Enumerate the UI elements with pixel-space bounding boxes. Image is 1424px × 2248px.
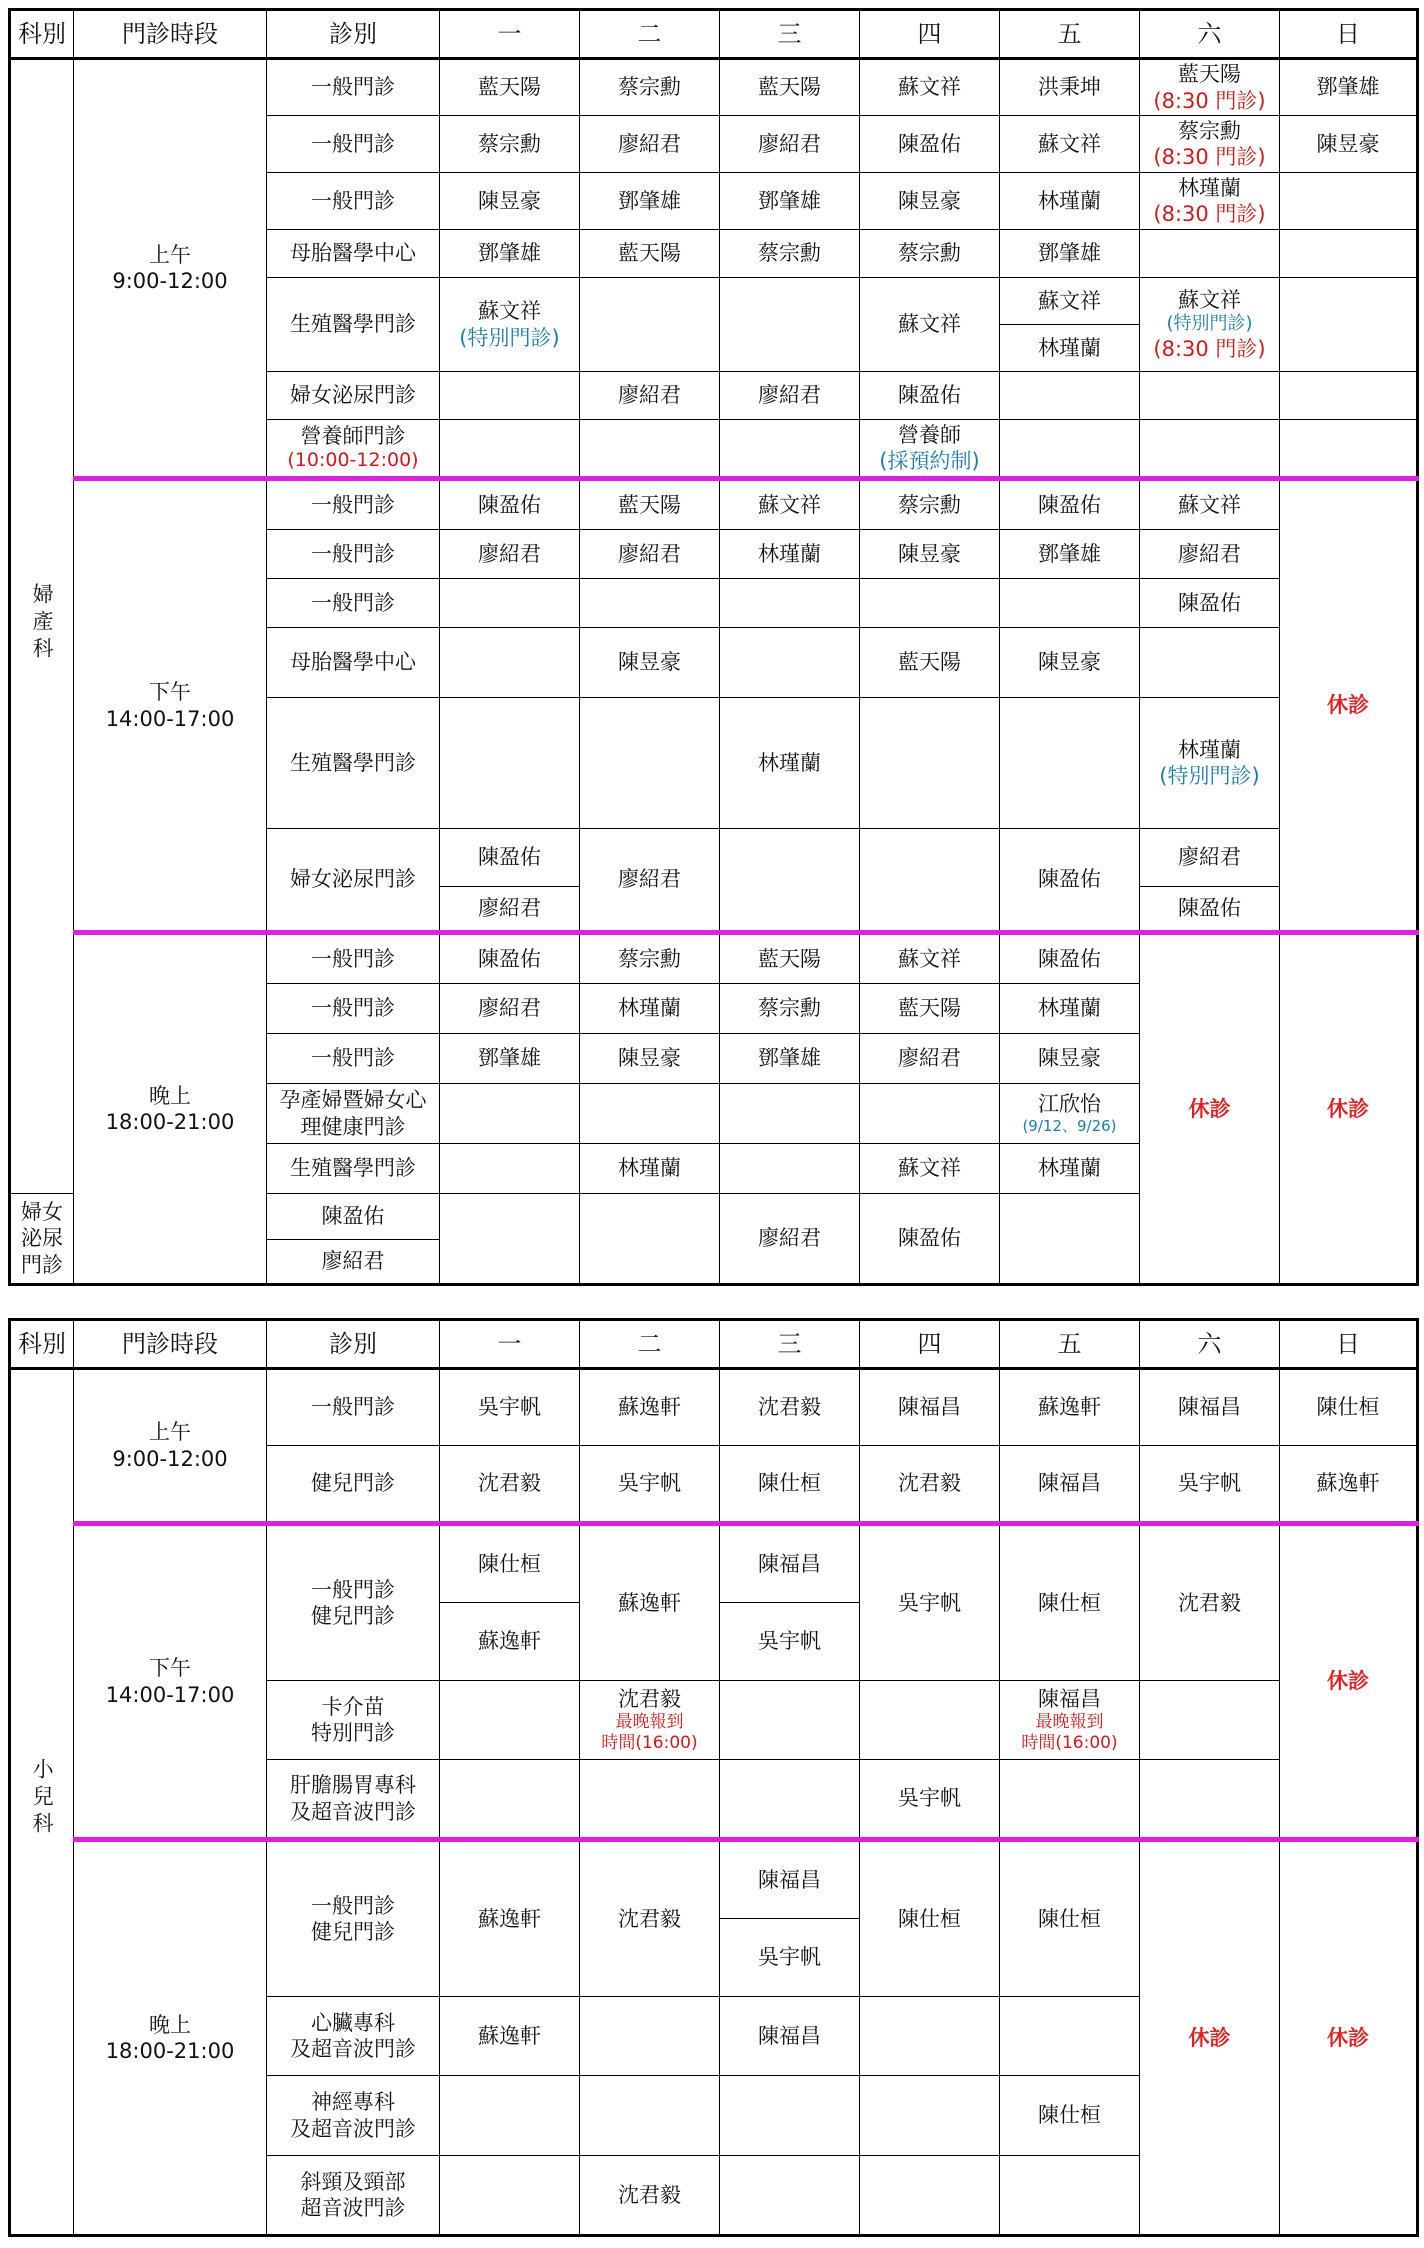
cell-fri: 陳盈佑 (860, 1194, 1000, 1285)
cell-fri: 林瑾蘭 (1000, 325, 1140, 372)
cell-sat (1140, 628, 1280, 698)
cell-tue: 蘇逸軒 (580, 1369, 720, 1446)
cell-mon: 鄧肇雄 (440, 230, 580, 278)
cell-sun-rest: 休診 (1280, 1524, 1418, 1840)
cell-sun-rest: 休診 (1280, 1840, 1418, 2236)
cell-mon: 蘇逸軒 (440, 1840, 580, 1997)
table-row (10, 933, 1418, 984)
ped-schedule-table (8, 1318, 1419, 2237)
cell-wed (720, 2156, 860, 2236)
cell-tue: 林瑾蘭 (580, 1144, 720, 1194)
cell-mon: 廖紹君 (267, 1240, 440, 1285)
cell-wed (720, 2076, 860, 2156)
cell-mon (440, 2076, 580, 2156)
cell-wed: 蔡宗勳 (720, 230, 860, 278)
cell-thu: 營養師 (採預約制) (860, 420, 1000, 479)
cell-fri: 陳仕桓 (1000, 1524, 1140, 1681)
header-dept: 科別 (10, 1320, 74, 1369)
cell-fri: 蘇文祥 (1000, 278, 1140, 325)
cell-mon (440, 698, 580, 829)
cell-thu: 蔡宗勳 (860, 479, 1000, 530)
dept-label: 婦產科 (30, 582, 55, 664)
clinic-type: 一般門診 (267, 1034, 440, 1084)
cell-mon: 陳盈佑 (440, 933, 580, 984)
table-row (10, 1840, 1418, 1919)
cell-tue (580, 1760, 720, 1840)
header-sun: 日 (1280, 1320, 1418, 1369)
clinic-type: 母胎醫學中心 (267, 230, 440, 278)
cell-sun-rest: 休診 (1280, 479, 1418, 933)
header-thu: 四 (860, 10, 1000, 59)
cell-wed: 陳福昌 (720, 1997, 860, 2076)
cell-tue: 藍天陽 (580, 230, 720, 278)
cell-sun (1280, 372, 1418, 420)
cell-tue (580, 2076, 720, 2156)
cell-tue: 蘇逸軒 (580, 1524, 720, 1681)
clinic-type: 一般門診 (267, 59, 440, 116)
cell-sat: 蘇文祥 (1140, 479, 1280, 530)
cell-wed (720, 1760, 860, 1840)
clinic-type: 卡介苗 特別門診 (267, 1681, 440, 1760)
clinic-type: 孕產婦暨婦女心 理健康門診 (267, 1084, 440, 1144)
clinic-type: 神經專科 及超音波門診 (267, 2076, 440, 2156)
cell-mon (440, 1681, 580, 1760)
clinic-type: 斜頸及頸部 超音波門診 (267, 2156, 440, 2236)
cell-mon: 蔡宗勳 (440, 116, 580, 173)
cell-fri: 陳昱豪 (1000, 1034, 1140, 1084)
cell-mon (440, 1760, 580, 1840)
cell-wed: 蔡宗勳 (720, 984, 860, 1034)
cell-wed (720, 420, 860, 479)
cell-wed: 廖紹君 (720, 372, 860, 420)
cell-thu (860, 829, 1000, 933)
table-row (10, 479, 1418, 530)
cell-sun-rest: 休診 (1280, 933, 1418, 1285)
cell-mon: 蘇逸軒 (440, 1603, 580, 1681)
header-tue: 二 (580, 1320, 720, 1369)
clinic-type: 母胎醫學中心 (267, 628, 440, 698)
clinic-type: 一般門診 健兒門診 (267, 1524, 440, 1681)
header-sat: 六 (1140, 1320, 1280, 1369)
clinic-type: 生殖醫學門診 (267, 278, 440, 372)
period-afternoon: 下午 14:00-17:00 (74, 479, 267, 933)
cell-fri: 陳盈佑 (1000, 479, 1140, 530)
clinic-type: 一般門診 (267, 530, 440, 579)
cell-mon: 沈君毅 (440, 1446, 580, 1524)
cell-thu: 蘇文祥 (860, 933, 1000, 984)
cell-tue (440, 1194, 580, 1285)
cell-sat: 陳福昌 (1140, 1369, 1280, 1446)
cell-mon: 鄧肇雄 (440, 1034, 580, 1084)
cell-thu: 藍天陽 (860, 628, 1000, 698)
cell-fri: 蘇文祥 (1000, 116, 1140, 173)
header-dept: 科別 (10, 10, 74, 59)
cell-wed (580, 1194, 720, 1285)
cell-fri: 陳盈佑 (1000, 829, 1140, 933)
cell-mon: 陳盈佑 (440, 829, 580, 887)
cell-mon: 吳宇帆 (440, 1369, 580, 1446)
period-morning: 上午 9:00-12:00 (74, 59, 267, 479)
cell-thu (860, 2156, 1000, 2236)
cell-mon (440, 1084, 580, 1144)
cell-sun (1280, 230, 1418, 278)
cell-wed (720, 1144, 860, 1194)
clinic-type: 婦女泌尿門診 (267, 829, 440, 933)
clinic-type: 一般門診 (267, 173, 440, 230)
cell-thu (860, 698, 1000, 829)
cell-thu (860, 1997, 1000, 2076)
cell-thu: 蘇文祥 (860, 1144, 1000, 1194)
cell-tue: 陳昱豪 (580, 628, 720, 698)
cell-fri (1000, 2156, 1140, 2236)
cell-tue: 廖紹君 (580, 530, 720, 579)
cell-tue: 沈君毅 最晚報到 時間(16:00) (580, 1681, 720, 1760)
cell-sat: 沈君毅 (1140, 1524, 1280, 1681)
cell-thu: 陳盈佑 (860, 372, 1000, 420)
cell-tue (580, 1084, 720, 1144)
cell-fri: 蘇逸軒 (1000, 1369, 1140, 1446)
cell-fri: 林瑾蘭 (1000, 173, 1140, 230)
cell-thu: 陳盈佑 (860, 116, 1000, 173)
cell-thu: 陳仕桓 (860, 1840, 1000, 1997)
cell-thu: 廖紹君 (860, 1034, 1000, 1084)
clinic-type: 生殖醫學門診 (267, 1144, 440, 1194)
cell-wed (720, 1681, 860, 1760)
cell-wed: 陳福昌 (720, 1524, 860, 1603)
cell-fri (1000, 579, 1140, 628)
cell-sat (1140, 1681, 1280, 1760)
cell-wed: 鄧肇雄 (720, 173, 860, 230)
cell-wed: 沈君毅 (720, 1369, 860, 1446)
cell-tue (580, 698, 720, 829)
cell-tue: 廖紹君 (580, 116, 720, 173)
cell-wed: 吳宇帆 (720, 1919, 860, 1997)
cell-sun: 鄧肇雄 (1280, 59, 1418, 116)
header-period: 門診時段 (74, 10, 267, 59)
cell-sat: 藍天陽 (8:30 門診) (1140, 59, 1280, 116)
cell-mon (440, 372, 580, 420)
cell-mon: 蘇逸軒 (440, 1997, 580, 2076)
cell-sun: 陳仕桓 (1280, 1369, 1418, 1446)
cell-fri (1000, 420, 1140, 479)
ob-schedule-table (8, 8, 1419, 1286)
cell-fri: 林瑾蘭 (1000, 1144, 1140, 1194)
period-evening: 晚上 18:00-21:00 (74, 933, 267, 1285)
clinic-type: 一般門診 (267, 479, 440, 530)
cell-fri: 鄧肇雄 (1000, 230, 1140, 278)
cell-tue: 蔡宗勳 (580, 933, 720, 984)
cell-wed: 陳仕桓 (720, 1446, 860, 1524)
cell-sun (1280, 278, 1418, 372)
cell-thu: 陳昱豪 (860, 530, 1000, 579)
header-fri: 五 (1000, 1320, 1140, 1369)
period-evening: 晚上 18:00-21:00 (74, 1840, 267, 2236)
cell-sat (1140, 230, 1280, 278)
cell-fri: 林瑾蘭 (1000, 984, 1140, 1034)
cell-wed: 鄧肇雄 (720, 1034, 860, 1084)
cell-thu (860, 1681, 1000, 1760)
period-morning: 上午 9:00-12:00 (74, 1369, 267, 1524)
cell-mon: 陳盈佑 (267, 1194, 440, 1240)
cell-sat: 陳盈佑 (1140, 887, 1280, 933)
cell-wed: 藍天陽 (720, 933, 860, 984)
cell-sat: 吳宇帆 (1140, 1446, 1280, 1524)
clinic-type: 健兒門診 (267, 1446, 440, 1524)
header-clinic-type: 診別 (267, 10, 440, 59)
header-sun: 日 (1280, 10, 1418, 59)
cell-fri: 鄧肇雄 (1000, 530, 1140, 579)
header-mon: 一 (440, 1320, 580, 1369)
cell-mon (440, 1144, 580, 1194)
cell-thu: 蘇文祥 (860, 59, 1000, 116)
clinic-type: 營養師門診 (10:00-12:00) (267, 420, 440, 479)
cell-sun (1280, 420, 1418, 479)
clinic-type: 婦女泌尿門診 (267, 372, 440, 420)
cell-thu (860, 2076, 1000, 2156)
cell-mon (440, 579, 580, 628)
cell-sat-rest: 休診 (1140, 1840, 1280, 2236)
cell-sat: 廖紹君 (1140, 829, 1280, 887)
cell-sun: 蘇逸軒 (1280, 1446, 1418, 1524)
cell-tue: 林瑾蘭 (580, 984, 720, 1034)
cell-sat-rest: 休診 (1140, 933, 1280, 1285)
cell-tue: 沈君毅 (580, 1840, 720, 1997)
header-tue: 二 (580, 10, 720, 59)
clinic-type: 肝膽腸胃專科 及超音波門診 (267, 1760, 440, 1840)
cell-thu: 吳宇帆 (860, 1760, 1000, 1840)
cell-fri (1000, 372, 1140, 420)
cell-thu: 陳昱豪 (860, 173, 1000, 230)
cell-fri (1000, 1760, 1140, 1840)
cell-sat: 蘇文祥 (特別門診) (8:30 門診) (1140, 278, 1280, 372)
cell-thu: 蔡宗勳 (860, 230, 1000, 278)
cell-wed: 藍天陽 (720, 59, 860, 116)
cell-fri (1000, 1997, 1140, 2076)
cell-tue: 吳宇帆 (580, 1446, 720, 1524)
cell-thu (860, 579, 1000, 628)
cell-mon: 陳盈佑 (440, 479, 580, 530)
cell-mon: 藍天陽 (440, 59, 580, 116)
header-period: 門診時段 (74, 1320, 267, 1369)
cell-wed (720, 1084, 860, 1144)
cell-fri: 江欣怡 (9/12、9/26) (1000, 1084, 1140, 1144)
cell-tue (580, 579, 720, 628)
header-mon: 一 (440, 10, 580, 59)
header-thu: 四 (860, 1320, 1000, 1369)
header-row (10, 10, 1418, 59)
cell-fri: 陳福昌 (1000, 1446, 1140, 1524)
cell-sat: 林瑾蘭 (8:30 門診) (1140, 173, 1280, 230)
cell-tue: 廖紹君 (580, 372, 720, 420)
period-afternoon: 下午 14:00-17:00 (74, 1524, 267, 1840)
cell-thu: 藍天陽 (860, 984, 1000, 1034)
cell-fri (1000, 698, 1140, 829)
cell-mon: 廖紹君 (440, 887, 580, 933)
cell-thu: 廖紹君 (720, 1194, 860, 1285)
cell-thu: 吳宇帆 (860, 1524, 1000, 1681)
header-wed: 三 (720, 10, 860, 59)
cell-sat (1140, 372, 1280, 420)
cell-mon (440, 420, 580, 479)
cell-tue (580, 420, 720, 479)
cell-fri: 陳盈佑 (1000, 933, 1140, 984)
cell-tue (580, 278, 720, 372)
cell-wed: 廖紹君 (720, 116, 860, 173)
cell-fri: 陳福昌 最晚報到 時間(16:00) (1000, 1681, 1140, 1760)
cell-fri: 洪秉坤 (1000, 59, 1140, 116)
cell-sun: 陳昱豪 (1280, 116, 1418, 173)
cell-tue: 廖紹君 (580, 829, 720, 933)
cell-wed: 林瑾蘭 (720, 698, 860, 829)
cell-thu: 陳福昌 (860, 1369, 1000, 1446)
cell-sat: 林瑾蘭 (特別門診) (1140, 698, 1280, 829)
cell-mon: 蘇文祥 (特別門診) (440, 278, 580, 372)
clinic-type: 心臟專科 及超音波門診 (267, 1997, 440, 2076)
cell-mon: 陳昱豪 (440, 173, 580, 230)
cell-sat: 廖紹君 (1140, 530, 1280, 579)
cell-wed: 蘇文祥 (720, 479, 860, 530)
table-row (10, 1524, 1418, 1603)
dept-cell (10, 59, 74, 1194)
cell-tue: 沈君毅 (580, 2156, 720, 2236)
cell-fri: 陳昱豪 (1000, 628, 1140, 698)
cell-wed: 陳福昌 (720, 1840, 860, 1919)
header-fri: 五 (1000, 10, 1140, 59)
clinic-type: 一般門診 (267, 116, 440, 173)
cell-mon: 陳仕桓 (440, 1524, 580, 1603)
cell-wed (720, 829, 860, 933)
header-sat: 六 (1140, 10, 1280, 59)
header-row (10, 1320, 1418, 1369)
cell-mon: 廖紹君 (440, 530, 580, 579)
table-row (10, 59, 1418, 116)
header-clinic-type: 診別 (267, 1320, 440, 1369)
dept-label: 小兒科 (30, 1758, 55, 1840)
cell-wed: 林瑾蘭 (720, 530, 860, 579)
clinic-type: 一般門診 (267, 984, 440, 1034)
table-row (10, 1369, 1418, 1446)
clinic-type: 一般門診 (267, 933, 440, 984)
cell-tue: 藍天陽 (580, 479, 720, 530)
cell-tue (580, 1997, 720, 2076)
cell-tue: 陳昱豪 (580, 1034, 720, 1084)
clinic-type: 一般門診 (267, 1369, 440, 1446)
cell-wed (720, 628, 860, 698)
header-wed: 三 (720, 1320, 860, 1369)
clinic-type: 一般門診 健兒門診 (267, 1840, 440, 1997)
cell-fri: 陳仕桓 (1000, 1840, 1140, 1997)
cell-tue: 蔡宗勳 (580, 59, 720, 116)
cell-wed (720, 579, 860, 628)
cell-mon (440, 2156, 580, 2236)
cell-wed (720, 278, 860, 372)
cell-sat: 蔡宗勳 (8:30 門診) (1140, 116, 1280, 173)
clinic-type: 婦女泌尿門診 (10, 1194, 74, 1285)
cell-thu: 蘇文祥 (860, 278, 1000, 372)
cell-sat: 陳盈佑 (1140, 579, 1280, 628)
cell-wed: 吳宇帆 (720, 1603, 860, 1681)
cell-mon: 廖紹君 (440, 984, 580, 1034)
cell-sat (1140, 1760, 1280, 1840)
cell-tue: 鄧肇雄 (580, 173, 720, 230)
cell-mon (440, 628, 580, 698)
cell-thu: 沈君毅 (860, 1446, 1000, 1524)
clinic-type: 一般門診 (267, 579, 440, 628)
cell-sun (1280, 173, 1418, 230)
cell-fri: 陳仕桓 (1000, 2076, 1140, 2156)
cell-sat (1140, 420, 1280, 479)
cell-thu (860, 1084, 1000, 1144)
clinic-type: 生殖醫學門診 (267, 698, 440, 829)
dept-cell (10, 1369, 74, 2236)
